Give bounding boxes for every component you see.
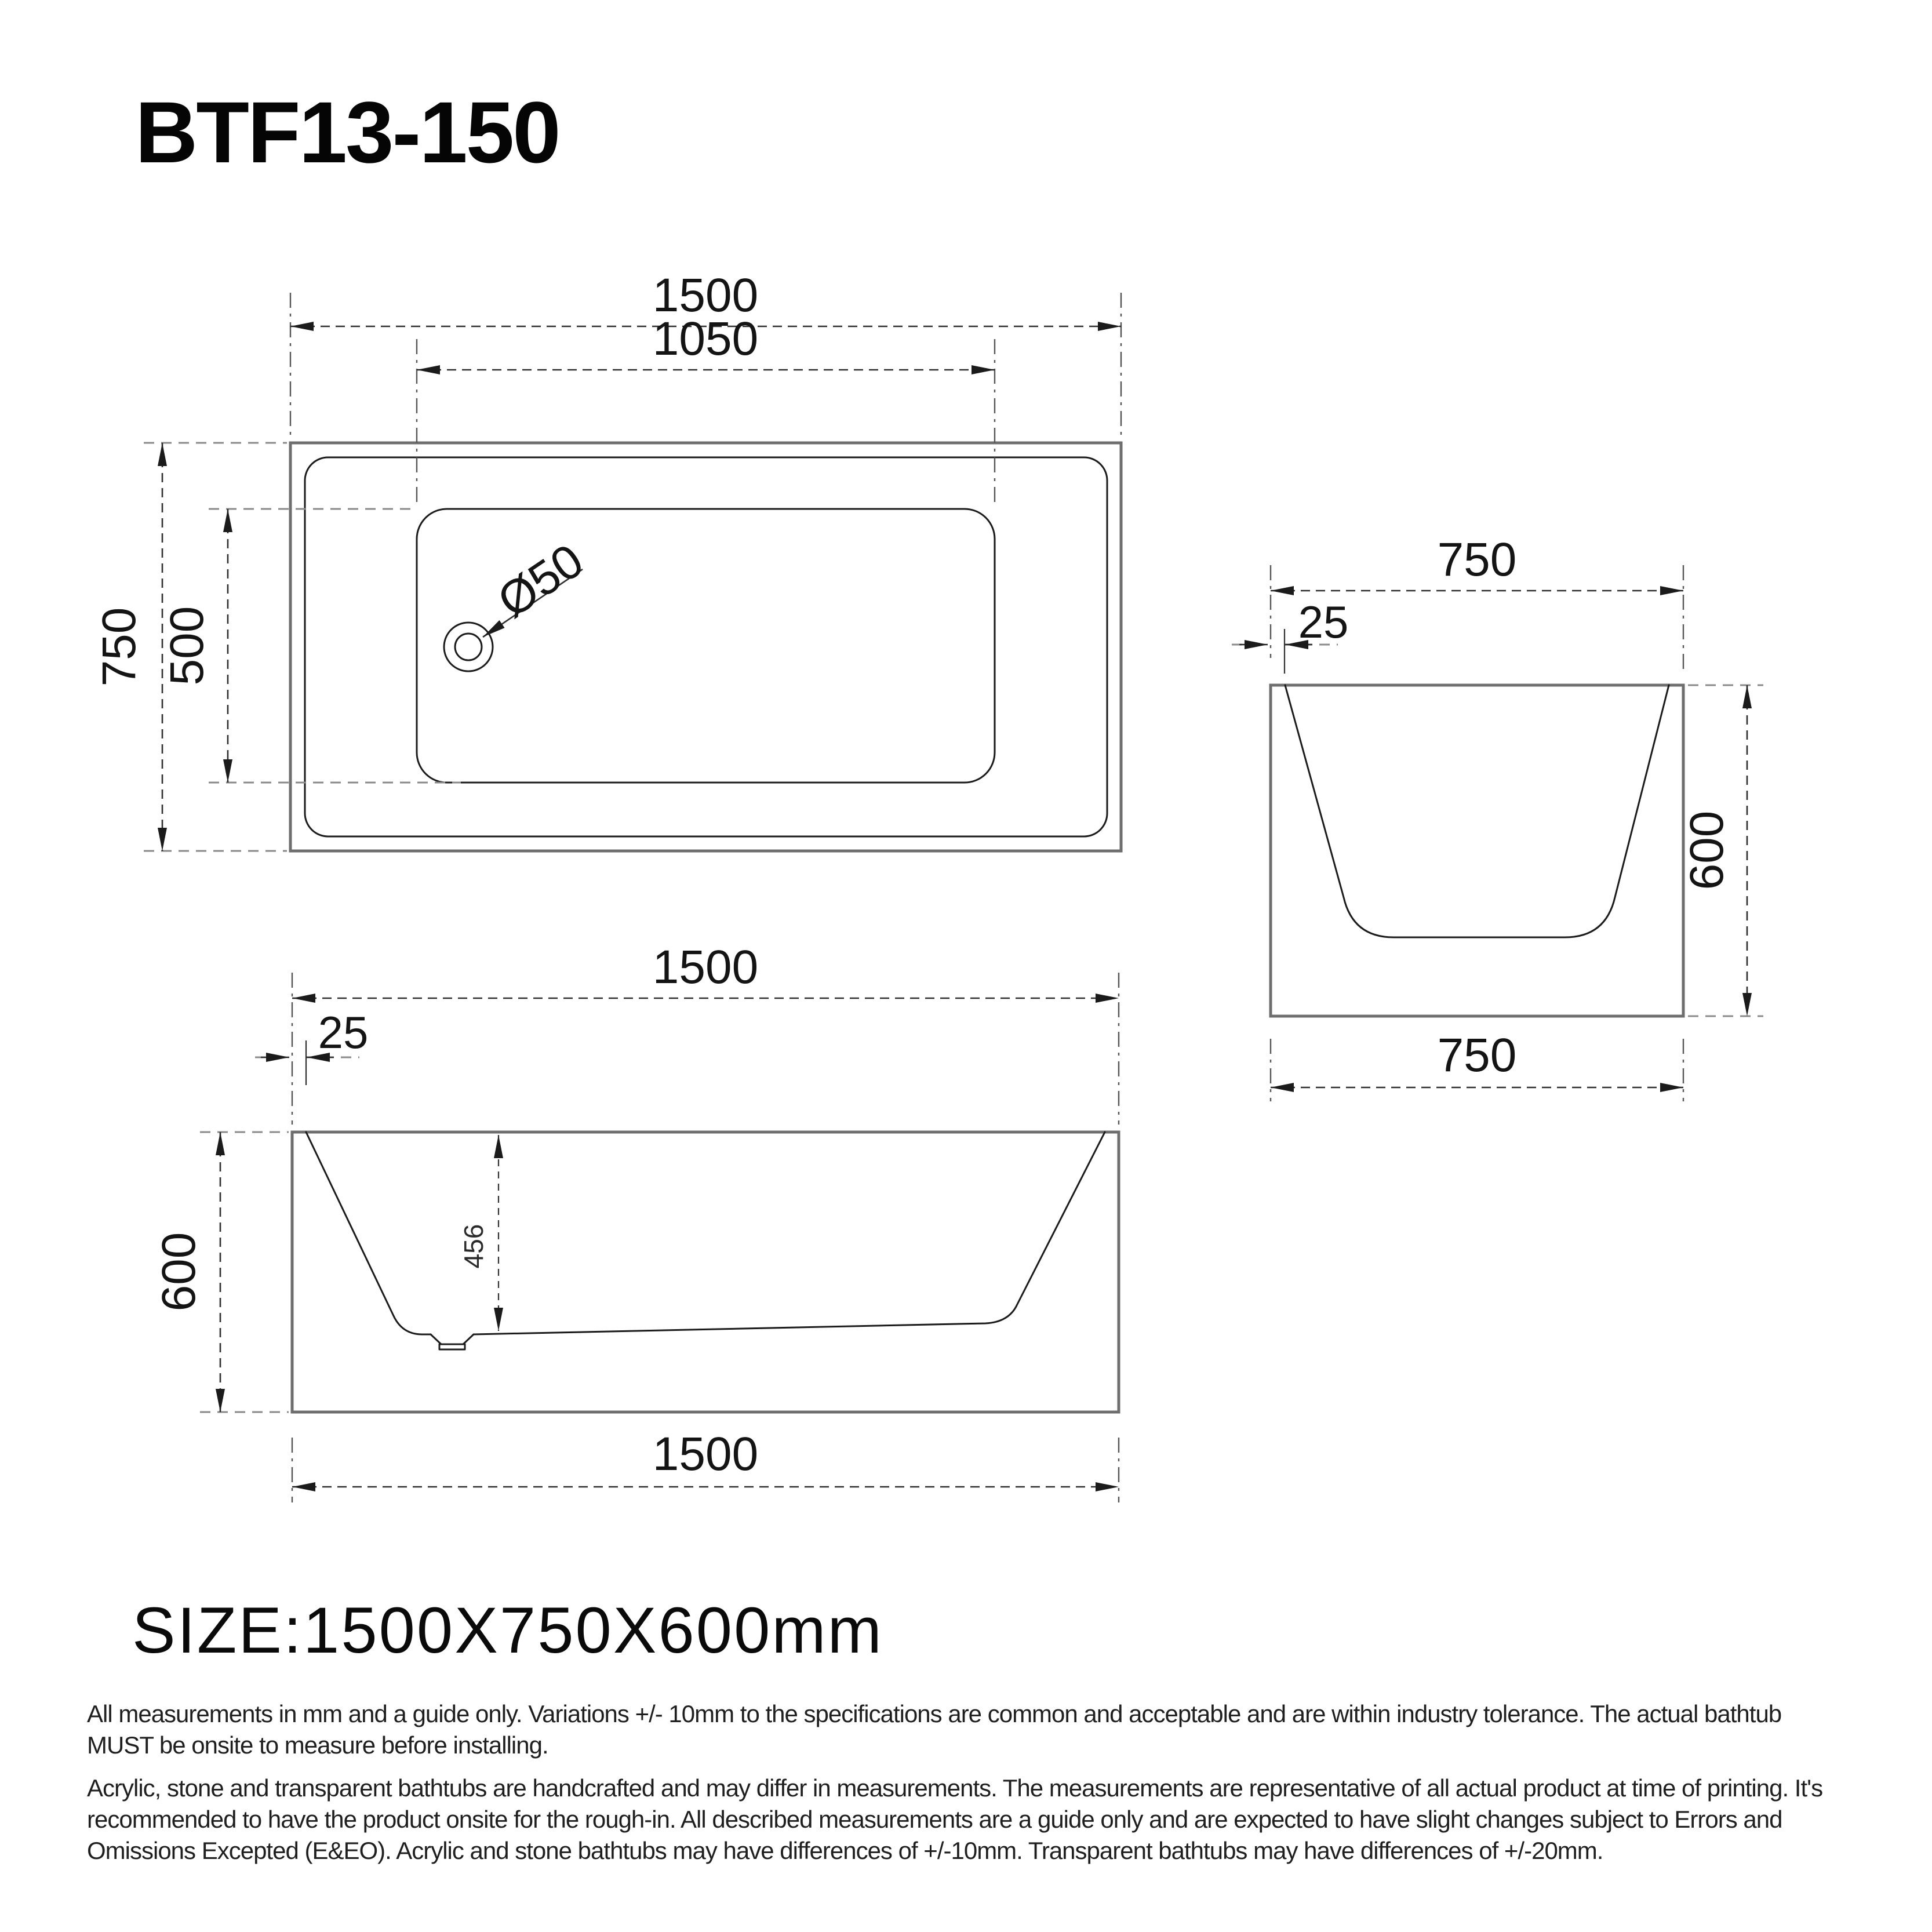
note-materials: Acrylic, stone and transparent bathtubs are handcrafted and may differ in measurements. The measurements are representative of all actual product at time of printing. It's recommended to have the product onsite for the rough-in. All described measurements are a guide only and are expected to have slight changes subject to Errors and Omissions Excepted (E&EO). Acrylic and stone bathtubs may have differences of +/-10mm. Transparent bathtubs may have differences of +/-20mm. (87, 1774, 1823, 1864)
dim-front-top-length: 1500 (652, 941, 759, 994)
top-view (93, 269, 1121, 851)
end-view-outer-edge (1271, 685, 1683, 1016)
dim-top-basin-length: 1050 (652, 312, 759, 365)
dim-end-top-width: 750 (1437, 533, 1517, 586)
dim-front-bottom-length: 1500 (652, 1428, 759, 1480)
drain-flange (444, 623, 493, 671)
drain-outlet-lip (439, 1344, 465, 1349)
front-view-inner-profile-right (474, 1132, 1105, 1334)
front-view (152, 941, 1119, 1502)
top-view-basin-bottom (417, 509, 995, 783)
dim-end-bottom-width: 750 (1437, 1029, 1517, 1082)
dim-top-overall-width: 750 (93, 607, 145, 687)
dim-top-overall-length: 1500 (652, 269, 759, 322)
dim-end-height: 600 (1680, 810, 1733, 890)
dim-front-inner-depth: 456 (459, 1224, 489, 1269)
top-view-rim (305, 457, 1107, 836)
disclaimer-notes (87, 1698, 1849, 1878)
dim-front-rim-thickness: 25 (318, 1007, 369, 1058)
page-title: BTF13-150 (135, 83, 559, 181)
dim-end-rim-thickness: 25 (1298, 596, 1349, 647)
end-view-inner-profile (1285, 685, 1669, 937)
top-view-outer-edge (290, 443, 1121, 851)
dim-drain-diameter: Ø50 (488, 534, 593, 628)
drain-outlet (431, 1334, 474, 1344)
note-measurements: All measurements in mm and a guide only. Variations +/- 10mm to the specifications are common and acceptable and are within industry tolerance. The actual bathtub MUST be onsite to measure before installing. (87, 1700, 1782, 1759)
dim-front-height: 600 (152, 1232, 205, 1312)
drain-hole (455, 634, 482, 660)
end-view (1232, 533, 1763, 1101)
front-view-inner-profile-left (306, 1132, 431, 1334)
front-view-outer-edge (292, 1132, 1119, 1412)
dim-top-basin-width: 500 (161, 606, 213, 686)
size-label: SIZE:1500X750X600mm (132, 1594, 883, 1667)
